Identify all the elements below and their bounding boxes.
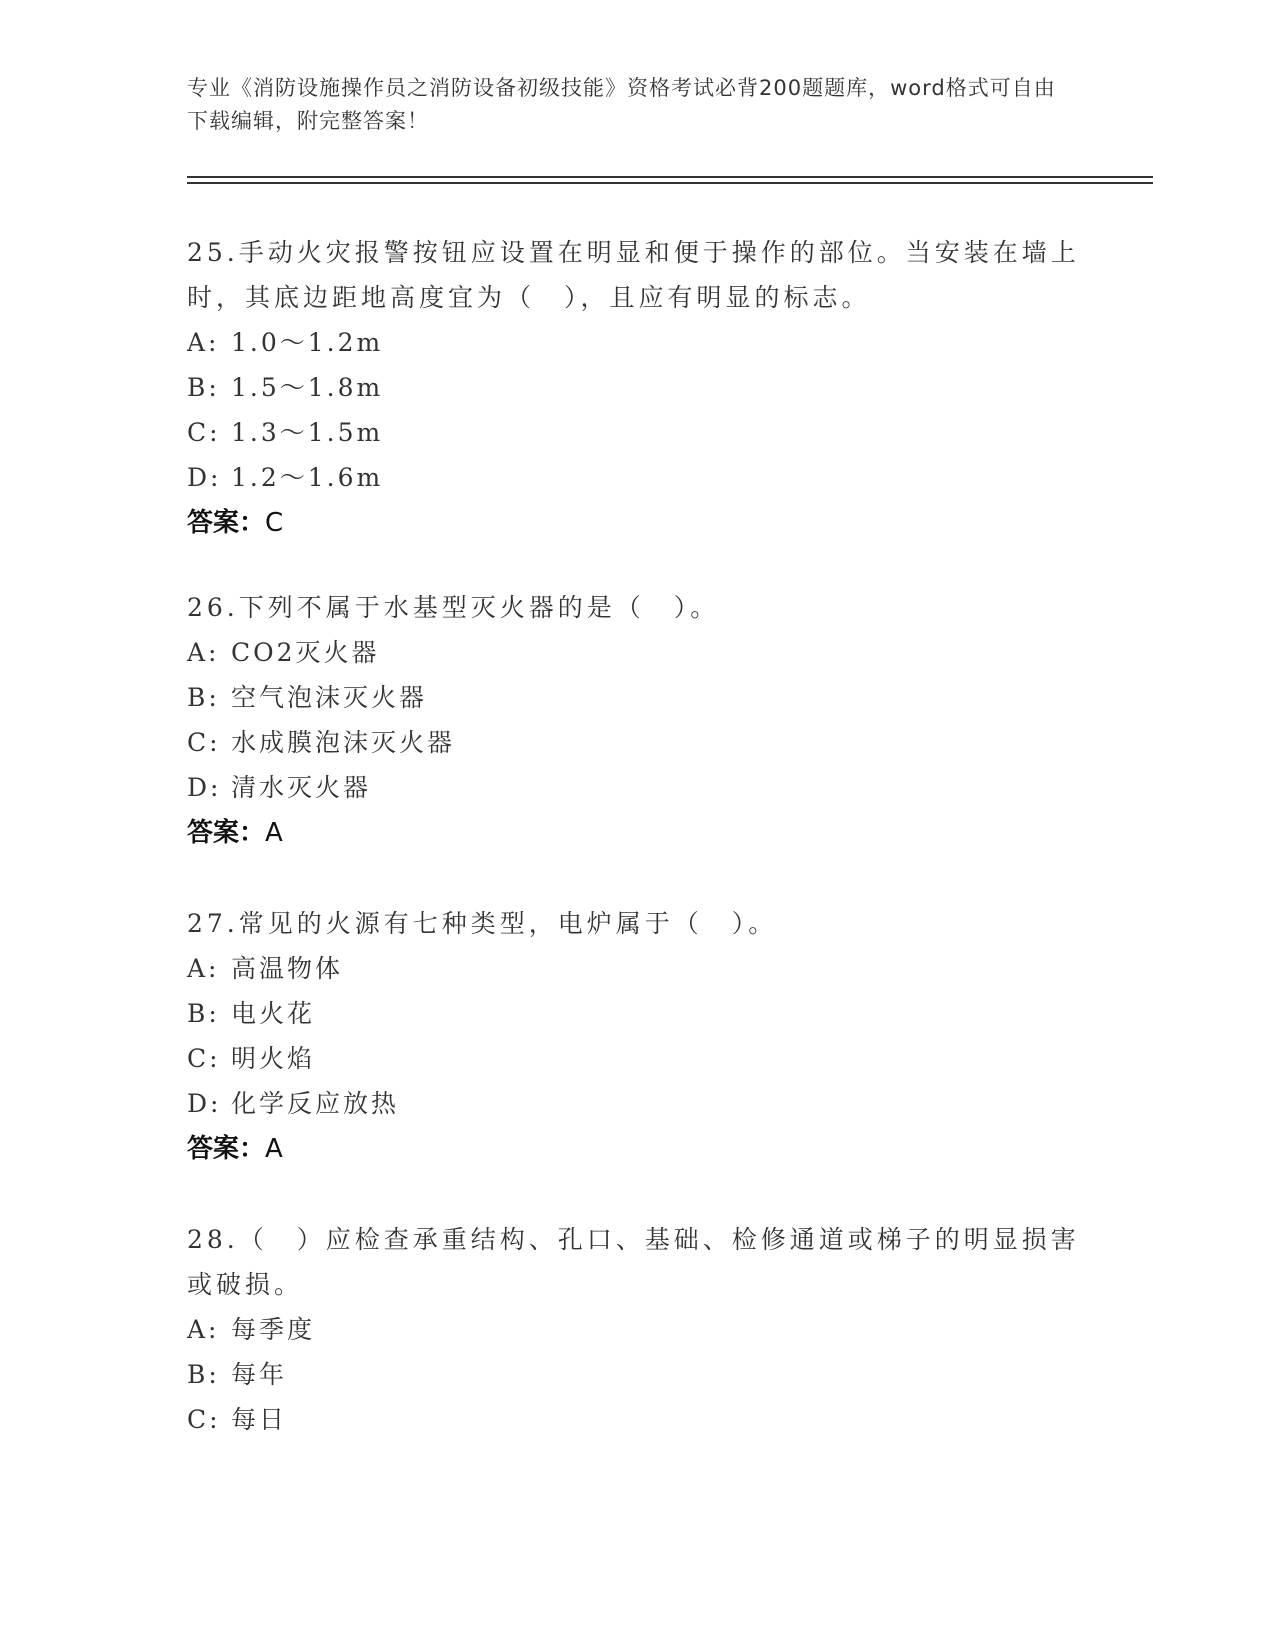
answer-line bbox=[187, 810, 1087, 856]
option-c bbox=[187, 720, 1087, 765]
option-c bbox=[187, 1397, 1087, 1442]
answer-value: C bbox=[265, 508, 284, 538]
option-text: 水成膜泡沫灭火器 bbox=[231, 728, 456, 757]
option-letter: C: bbox=[187, 1044, 221, 1073]
question-stem: 28.（ ）应检查承重结构、孔口、基础、检修通道或梯子的明显损害或破损。 bbox=[187, 1225, 1080, 1299]
option-letter: D: bbox=[187, 463, 222, 492]
option-text: 每年 bbox=[231, 1360, 288, 1389]
option-b bbox=[187, 1352, 1087, 1397]
option-text: 1.3～1.5m bbox=[231, 418, 384, 447]
option-text: 1.0～1.2m bbox=[231, 328, 384, 357]
option-a bbox=[187, 320, 1087, 365]
question-27 bbox=[187, 901, 1087, 1172]
option-text: 高温物体 bbox=[231, 954, 344, 983]
option-a bbox=[187, 1307, 1087, 1352]
question-stem: 26.下列不属于水基型灭火器的是（ ）。 bbox=[187, 593, 720, 622]
option-text: 1.2～1.6m bbox=[231, 463, 384, 492]
answer-value: A bbox=[265, 1134, 283, 1164]
option-letter: C: bbox=[187, 728, 221, 757]
option-a bbox=[187, 630, 1087, 675]
header-divider-bottom bbox=[187, 182, 1153, 184]
question-stem: 25.手动火灾报警按钮应设置在明显和便于操作的部位。当安装在墙上时，其底边距地高度宜为（ ），且应有明显的标志。 bbox=[187, 238, 1080, 312]
option-letter: B: bbox=[187, 999, 220, 1028]
option-d bbox=[187, 1081, 1087, 1126]
option-text: 明火焰 bbox=[231, 1044, 316, 1073]
header-divider-top bbox=[187, 176, 1153, 178]
option-text: 化学反应放热 bbox=[231, 1089, 400, 1118]
option-text: 1.5～1.8m bbox=[231, 373, 384, 402]
option-letter: A: bbox=[187, 954, 220, 983]
answer-value: A bbox=[265, 818, 283, 848]
option-letter: D: bbox=[187, 773, 222, 802]
option-letter: A: bbox=[187, 1315, 220, 1344]
question-26 bbox=[187, 585, 1087, 856]
option-text: 清水灭火器 bbox=[231, 773, 372, 802]
option-d bbox=[187, 765, 1087, 810]
option-b bbox=[187, 991, 1087, 1036]
option-letter: D: bbox=[187, 1089, 222, 1118]
option-letter: C: bbox=[187, 1405, 221, 1434]
option-text: 空气泡沫灭火器 bbox=[231, 683, 428, 712]
option-text: 电火花 bbox=[231, 999, 316, 1028]
question-25 bbox=[187, 230, 1087, 546]
answer-label: 答案： bbox=[187, 818, 266, 848]
answer-label: 答案： bbox=[187, 508, 266, 538]
option-letter: B: bbox=[187, 373, 220, 402]
option-c bbox=[187, 410, 1087, 455]
option-letter: A: bbox=[187, 328, 220, 357]
answer-line bbox=[187, 1126, 1087, 1172]
option-a bbox=[187, 946, 1087, 991]
option-letter: C: bbox=[187, 418, 221, 447]
option-text: 每日 bbox=[231, 1405, 288, 1434]
question-28 bbox=[187, 1217, 1087, 1442]
option-b bbox=[187, 675, 1087, 720]
option-c bbox=[187, 1036, 1087, 1081]
option-text: 每季度 bbox=[231, 1315, 316, 1344]
option-text: CO2灭火器 bbox=[231, 638, 380, 667]
option-b bbox=[187, 365, 1087, 410]
question-stem: 27.常见的火源有七种类型，电炉属于（ ）。 bbox=[187, 909, 778, 938]
option-letter: B: bbox=[187, 683, 220, 712]
answer-label: 答案： bbox=[187, 1134, 266, 1164]
option-letter: B: bbox=[187, 1360, 220, 1389]
document-header: 专业《消防设施操作员之消防设备初级技能》资格考试必背200题题库，word格式可自由下载编辑，附完整答案！ bbox=[187, 76, 1056, 133]
option-letter: A: bbox=[187, 638, 220, 667]
option-d bbox=[187, 455, 1087, 500]
answer-line bbox=[187, 500, 1087, 546]
